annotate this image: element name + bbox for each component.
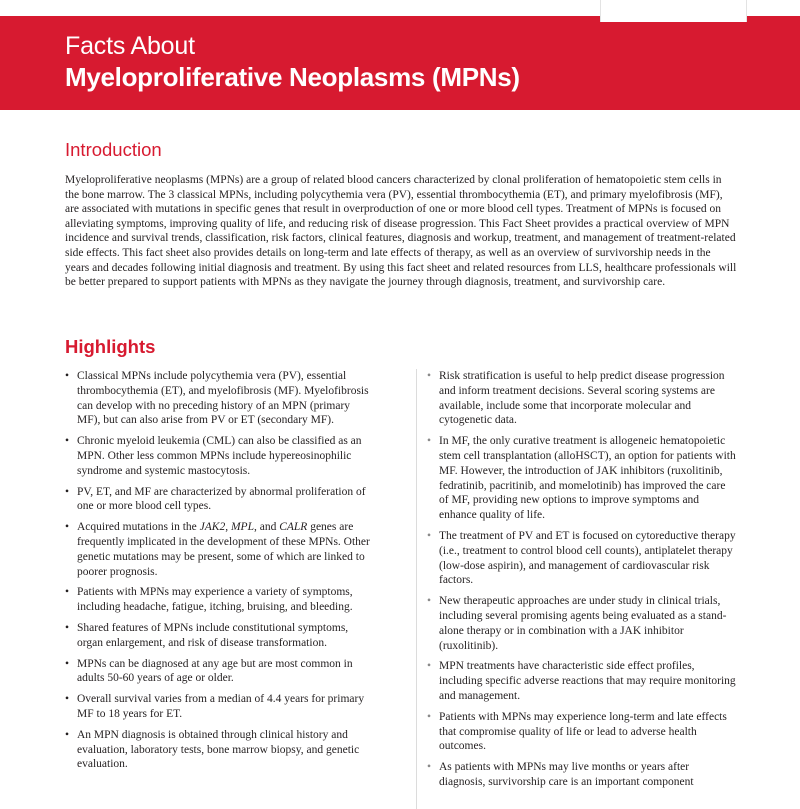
highlight-text: Classical MPNs include polycythemia vera (PV), essential thrombocythemia (ET), and myelofibrosis (MF). Myelofibrosis can develop with no preceding history of an MPN (primary MF), but can also arise from PV or ET (secondary MF). xyxy=(77,370,369,427)
top-tab xyxy=(600,0,747,22)
introduction-body: Myeloproliferative neoplasms (MPNs) are a group of related blood cancers characterized by clonal proliferation of hematopoietic stem cells in the bone marrow. The 3 classical MPNs, including polycythemia vera (PV), essential thrombocythemia (ET), and primary myelofibrosis (MF), are associated with mutations in specific genes that result in overproduction of one or more blood cell types. Treatment of MPNs is focused on alleviating symptoms, improving quality of life, and reducing risk of disease progression. This Fact Sheet provides a practical overview of MPN incidence and survival trends, classification, risk factors, clinical features, diagnosis and workup, treatment, and management of treatment-related side effects. This fact sheet also provides details on long-term and late effects of therapy, as well as an overview of survivorship needs in the years and decades following initial diagnosis and treatment. By using this fact sheet and related resources from LLS, healthcare professionals will be better prepared to support patients with MPNs as they navigate the journey through diagnosis, treatment, and survivorship care. xyxy=(65,174,737,289)
introduction-heading: Introduction xyxy=(65,139,162,160)
highlight-text: PV, ET, and MF are characterized by abnormal proliferation of one or more blood cell types. xyxy=(77,485,366,513)
highlights-left-column xyxy=(65,369,375,778)
bullet-icon: • xyxy=(427,370,432,382)
highlight-item xyxy=(65,728,375,772)
highlight-text: In MF, the only curative treatment is allogeneic hematopoietic stem cell transplantation (alloHSCT), an option for patients with MF. However, the introduction of JAK inhibitors (ruxolitinib, fedratinib, pacritinib, and momelotinib) has improved the care of MF, providing new options to improve symptoms and enhance quality of life. xyxy=(439,435,736,522)
highlight-text: MPN treatments have characteristic side effect profiles, including specific adverse reactions that may require monitoring and management. xyxy=(439,660,736,702)
highlight-item xyxy=(427,760,737,790)
bullet-icon: • xyxy=(427,710,432,723)
highlight-text: The treatment of PV and ET is focused on cytoreductive therapy (i.e., treatment to control blood cell counts), antiplatelet therapy (low-dose aspirin), and management of cardiovascular risk factors. xyxy=(439,529,736,587)
bullet-icon: • xyxy=(427,660,432,673)
highlight-text: Patients with MPNs may experience long-term and late effects that compromise quality of life or lead to adverse health outcomes. xyxy=(439,710,727,753)
highlight-item xyxy=(65,485,375,515)
bullet-icon: • xyxy=(65,521,70,534)
page-title: Myeloproliferative Neoplasms (MPNs) xyxy=(65,62,520,92)
highlight-item xyxy=(65,692,375,722)
highlight-text: Shared features of MPNs include constitutional symptoms, organ enlargement, and risk of disease transformation. xyxy=(77,621,349,649)
bullet-icon: • xyxy=(65,728,70,741)
highlight-item xyxy=(65,369,375,428)
highlight-text: Risk stratification is useful to help predict disease progression and inform treatment decisions. Several scoring systems are available, include some that incorporate molecular and cytogenetic data. xyxy=(439,370,725,427)
bullet-icon: • xyxy=(427,529,432,542)
highlight-item xyxy=(65,657,375,687)
highlight-item xyxy=(65,621,375,651)
bullet-icon: • xyxy=(65,621,70,634)
highlight-text: Overall survival varies from a median of 4.4 years for primary MF to 18 years for ET. xyxy=(77,693,365,720)
bullet-icon: • xyxy=(65,657,70,670)
highlight-item xyxy=(427,529,737,588)
highlight-text: Chronic myeloid leukemia (CML) can also be classified as an MPN. Other less common MPNs include hypereosinophilic syndrome and systemic mastocytosis. xyxy=(77,435,362,477)
highlight-item xyxy=(427,710,737,754)
bullet-icon: • xyxy=(65,693,70,706)
highlights-heading: Highlights xyxy=(65,336,156,357)
highlight-item xyxy=(65,434,375,478)
bullet-icon: • xyxy=(65,370,70,382)
highlight-text: An MPN diagnosis is obtained through clinical history and evaluation, laboratory tests, bone marrow biopsy, and genetic evaluation. xyxy=(77,728,360,771)
title-line1: Facts About xyxy=(65,32,195,60)
highlight-text: As patients with MPNs may live months or years after diagnosis, survivorship care is an important component xyxy=(439,761,694,788)
highlight-item xyxy=(427,594,737,653)
highlight-item xyxy=(427,434,737,523)
highlight-text: New therapeutic approaches are under study in clinical trials, including several promising agents being evaluated as a stand-alone therapy or in combination with a JAK inhibitor (ruxolitinib). xyxy=(439,595,727,652)
highlight-item xyxy=(427,369,737,428)
title-banner xyxy=(0,16,800,110)
highlights-right-column xyxy=(416,369,737,809)
highlight-text: Patients with MPNs may experience a variety of symptoms, including headache, fatigue, itching, bruising, and bleeding. xyxy=(77,586,353,614)
bullet-icon: • xyxy=(65,485,70,498)
bullet-icon: • xyxy=(427,435,432,448)
bullet-icon: • xyxy=(427,595,432,608)
highlight-text: MPNs can be diagnosed at any age but are most common in adults 50-60 years of age or older. xyxy=(77,657,353,685)
highlight-item xyxy=(427,659,737,703)
bullet-icon: • xyxy=(65,435,70,448)
highlight-item xyxy=(65,585,375,615)
bullet-icon: • xyxy=(65,586,70,599)
highlight-text: Acquired mutations in the JAK2, MPL, and CALR genes are frequently implicated in the development of these MPNs. Other genetic mutations may be present, some of which are linked to poorer prognosis. xyxy=(77,521,370,578)
bullet-icon: • xyxy=(427,761,432,774)
highlight-item xyxy=(65,520,375,579)
